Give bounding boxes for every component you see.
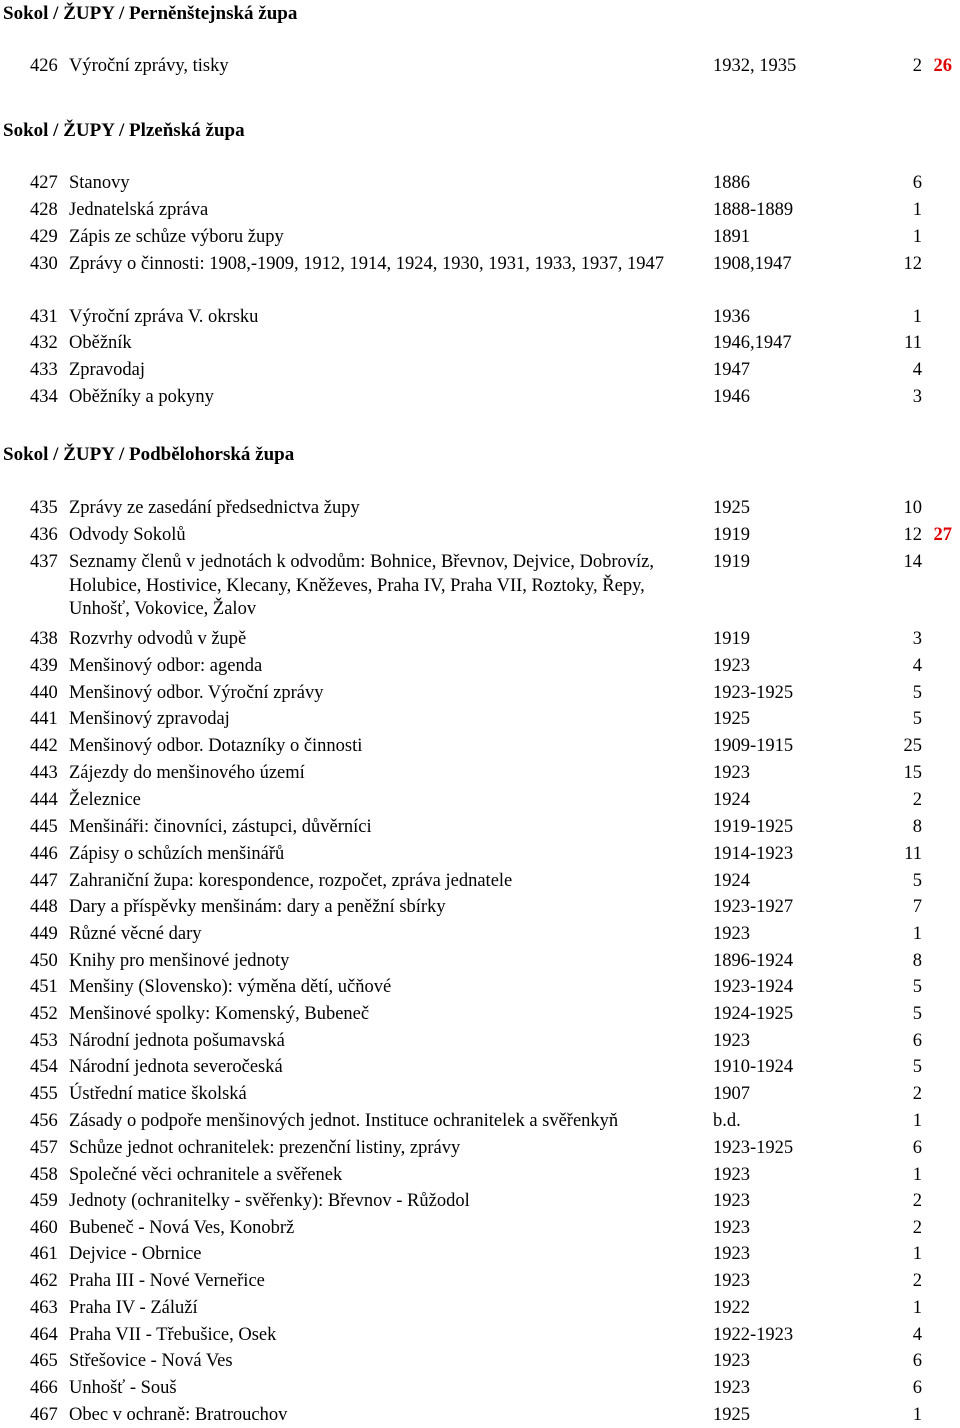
section-title: Sokol / ŽUPY / Perněnštejnská župa: [3, 3, 298, 24]
item-count: 4: [912, 1325, 922, 1345]
item-count: 1: [912, 1165, 922, 1185]
item-date: 1923: [713, 1244, 750, 1264]
item-date: 1888-1889: [713, 200, 794, 220]
item-description: Menšináři: činovníci, zástupci, důvěrníci: [69, 817, 372, 837]
item-number: 444: [30, 790, 58, 810]
item-date: 1936: [713, 307, 750, 327]
item-description: Střešovice - Nová Ves: [69, 1351, 233, 1371]
item-count: 12: [903, 525, 922, 545]
item-count: 11: [904, 333, 922, 353]
item-description: Jednatelská zpráva: [69, 200, 209, 220]
item-date: 1924: [713, 871, 750, 891]
item-number: 451: [30, 977, 58, 997]
item-count: 1: [912, 1111, 922, 1131]
item-date: 1909-1915: [713, 736, 794, 756]
item-number: 428: [30, 200, 58, 220]
item-count: 11: [904, 844, 922, 864]
item-count: 12: [903, 254, 922, 274]
item-date: 1923: [713, 1165, 750, 1185]
item-description: Oběžníky a pokyny: [69, 387, 214, 407]
item-description: Společné věci ochranitele a svěřenek: [69, 1165, 343, 1185]
item-count: 5: [912, 871, 922, 891]
item-description: Praha III - Nové Verneřice: [69, 1271, 265, 1291]
item-date: 1907: [713, 1084, 750, 1104]
item-date: 1922-1923: [713, 1325, 794, 1345]
item-description: Menšiny (Slovensko): výměna dětí, učňové: [69, 977, 392, 997]
item-count: 5: [912, 977, 922, 997]
item-number: 437: [30, 552, 58, 572]
item-description: Zásady o podpoře menšinových jednot. Instituce ochranitelek a svěřenkyň: [69, 1111, 619, 1131]
item-count: 5: [912, 1004, 922, 1024]
item-description: Praha IV - Záluží: [69, 1298, 198, 1318]
item-description: Zahraniční župa: korespondence, rozpočet, zpráva jednatele: [69, 871, 513, 891]
item-number: 438: [30, 629, 58, 649]
item-date: 1923: [713, 1191, 750, 1211]
item-number: 458: [30, 1165, 58, 1185]
item-number: 442: [30, 736, 58, 756]
item-number: 463: [30, 1298, 58, 1318]
item-count: 1: [912, 1244, 922, 1264]
item-number: 461: [30, 1244, 58, 1264]
item-number: 441: [30, 709, 58, 729]
item-description: Rozvrhy odvodů v župě: [69, 629, 247, 649]
item-date: 1947: [713, 360, 750, 380]
item-date: 1923-1927: [713, 897, 794, 917]
item-description: Výroční zpráva V. okrsku: [69, 307, 259, 327]
item-description: Národní jednota severočeská: [69, 1057, 283, 1077]
item-number: 435: [30, 498, 58, 518]
box-number: 26: [933, 56, 952, 76]
item-number: 447: [30, 871, 58, 891]
section-title: Sokol / ŽUPY / Plzeňská župa: [3, 120, 245, 141]
item-description: Oběžník: [69, 333, 132, 353]
item-count: 3: [912, 387, 922, 407]
item-date: 1925: [713, 709, 750, 729]
item-number: 433: [30, 360, 58, 380]
item-description: Seznamy členů v jednotách k odvodům: Bohnice, Břevnov, Dejvice, Dobrovíz, Holubice, Hostivice, Klecany, Kněževes, Praha IV, Praha VII, Roztoky, Řepy, Unhošť, Vokovice, Žalov: [69, 552, 654, 619]
item-date: 1886: [713, 173, 750, 193]
item-description: Zprávy o činnosti: 1908,-1909, 1912, 1914, 1924, 1930, 1931, 1933, 1937, 1947: [69, 254, 665, 274]
item-date: 1923: [713, 1271, 750, 1291]
item-number: 453: [30, 1031, 58, 1051]
item-description: Dary a příspěvky menšinám: dary a peněžní sbírky: [69, 897, 446, 917]
item-date: 1932, 1935: [713, 56, 797, 76]
item-date: 1923-1924: [713, 977, 794, 997]
item-description: Bubeneč - Nová Ves, Konobrž: [69, 1218, 295, 1238]
item-description: Obec v ochraně: Bratrouchov: [69, 1405, 288, 1425]
item-description: Zápisy o schůzích menšinářů: [69, 844, 285, 864]
item-date: 1923: [713, 1378, 750, 1398]
item-number: 452: [30, 1004, 58, 1024]
item-description: Různé věcné dary: [69, 924, 202, 944]
item-description: Výroční zprávy, tisky: [69, 56, 229, 76]
item-number: 455: [30, 1084, 58, 1104]
item-description: Ústřední matice školská: [69, 1084, 247, 1104]
item-number: 432: [30, 333, 58, 353]
item-count: 25: [903, 736, 922, 756]
item-number: 436: [30, 525, 58, 545]
item-date: 1891: [713, 227, 750, 247]
item-count: 4: [912, 656, 922, 676]
item-count: 5: [912, 1057, 922, 1077]
item-number: 430: [30, 254, 58, 274]
item-number: 440: [30, 683, 58, 703]
item-number: 449: [30, 924, 58, 944]
item-description: Menšinový odbor: agenda: [69, 656, 263, 676]
item-number: 426: [30, 56, 58, 76]
item-description: Menšinové spolky: Komenský, Bubeneč: [69, 1004, 370, 1024]
item-description: Jednoty (ochranitelky - svěřenky): Břevnov - Růžodol: [69, 1191, 470, 1211]
item-description: Menšinový zpravodaj: [69, 709, 230, 729]
item-date: 1923-1925: [713, 1138, 794, 1158]
item-number: 465: [30, 1351, 58, 1371]
item-number: 431: [30, 307, 58, 327]
item-number: 448: [30, 897, 58, 917]
item-number: 439: [30, 656, 58, 676]
item-count: 7: [912, 897, 922, 917]
item-date: 1946,1947: [713, 333, 792, 353]
item-count: 2: [912, 1218, 922, 1238]
section-title: Sokol / ŽUPY / Podbělohorská župa: [3, 444, 295, 465]
item-number: 446: [30, 844, 58, 864]
item-number: 457: [30, 1138, 58, 1158]
item-count: 3: [912, 629, 922, 649]
item-description: Knihy pro menšinové jednoty: [69, 951, 290, 971]
item-description: Dejvice - Obrnice: [69, 1244, 202, 1264]
item-count: 1: [912, 307, 922, 327]
item-count: 2: [912, 56, 922, 76]
item-count: 5: [912, 709, 922, 729]
item-number: 434: [30, 387, 58, 407]
item-count: 6: [912, 1351, 922, 1371]
item-number: 443: [30, 763, 58, 783]
item-description: Stanovy: [69, 173, 130, 193]
item-count: 8: [912, 817, 922, 837]
item-count: 5: [912, 683, 922, 703]
item-description: Schůze jednot ochranitelek: prezenční listiny, zprávy: [69, 1138, 461, 1158]
item-number: 427: [30, 173, 58, 193]
item-date: 1923: [713, 924, 750, 944]
item-date: 1908,1947: [713, 254, 792, 274]
item-date: 1896-1924: [713, 951, 794, 971]
item-date: 1925: [713, 1405, 750, 1425]
item-date: 1923: [713, 1218, 750, 1238]
item-date: 1924: [713, 790, 750, 810]
item-number: 429: [30, 227, 58, 247]
item-date: 1919: [713, 552, 750, 572]
item-number: 462: [30, 1271, 58, 1291]
item-count: 2: [912, 1271, 922, 1291]
item-count: 14: [903, 552, 922, 572]
item-description: Menšinový odbor. Dotazníky o činnosti: [69, 736, 363, 756]
item-date: 1923: [713, 656, 750, 676]
item-date: 1923-1925: [713, 683, 794, 703]
item-count: 1: [912, 924, 922, 944]
item-description: Národní jednota pošumavská: [69, 1031, 285, 1051]
item-date: 1923: [713, 1031, 750, 1051]
item-number: 454: [30, 1057, 58, 1077]
item-number: 459: [30, 1191, 58, 1211]
item-number: 456: [30, 1111, 58, 1131]
item-date: 1914-1923: [713, 844, 794, 864]
item-description: Odvody Sokolů: [69, 525, 186, 545]
item-count: 10: [903, 498, 922, 518]
item-number: 467: [30, 1405, 58, 1425]
item-date: b.d.: [713, 1111, 741, 1131]
item-count: 1: [912, 200, 922, 220]
item-date: 1919: [713, 629, 750, 649]
item-number: 445: [30, 817, 58, 837]
item-count: 8: [912, 951, 922, 971]
item-date: 1919-1925: [713, 817, 794, 837]
item-date: 1922: [713, 1298, 750, 1318]
item-description: Praha VII - Třebušice, Osek: [69, 1325, 277, 1345]
item-description: Menšinový odbor. Výroční zprávy: [69, 683, 324, 703]
item-date: 1924-1925: [713, 1004, 794, 1024]
item-description: Železnice: [69, 790, 141, 810]
item-number: 460: [30, 1218, 58, 1238]
item-date: 1923: [713, 763, 750, 783]
item-number: 466: [30, 1378, 58, 1398]
item-date: 1946: [713, 387, 750, 407]
box-number: 27: [933, 525, 952, 545]
item-count: 4: [912, 360, 922, 380]
item-date: 1925: [713, 498, 750, 518]
item-description: Zpravodaj: [69, 360, 146, 380]
item-count: 1: [912, 1298, 922, 1318]
item-count: 15: [903, 763, 922, 783]
item-count: 2: [912, 1191, 922, 1211]
item-description: Unhošť - Souš: [69, 1378, 177, 1398]
item-count: 6: [912, 1138, 922, 1158]
item-count: 6: [912, 1378, 922, 1398]
item-count: 1: [912, 227, 922, 247]
item-number: 464: [30, 1325, 58, 1345]
item-count: 2: [912, 1084, 922, 1104]
item-count: 6: [912, 1031, 922, 1051]
item-description: Zápis ze schůze výboru župy: [69, 227, 284, 247]
item-description: Zprávy ze zasedání předsednictva župy: [69, 498, 360, 518]
item-count: 1: [912, 1405, 922, 1425]
item-date: 1910-1924: [713, 1057, 794, 1077]
item-date: 1919: [713, 525, 750, 545]
item-count: 6: [912, 173, 922, 193]
item-number: 450: [30, 951, 58, 971]
item-count: 2: [912, 790, 922, 810]
item-date: 1923: [713, 1351, 750, 1371]
item-description: Zájezdy do menšinového území: [69, 763, 305, 783]
